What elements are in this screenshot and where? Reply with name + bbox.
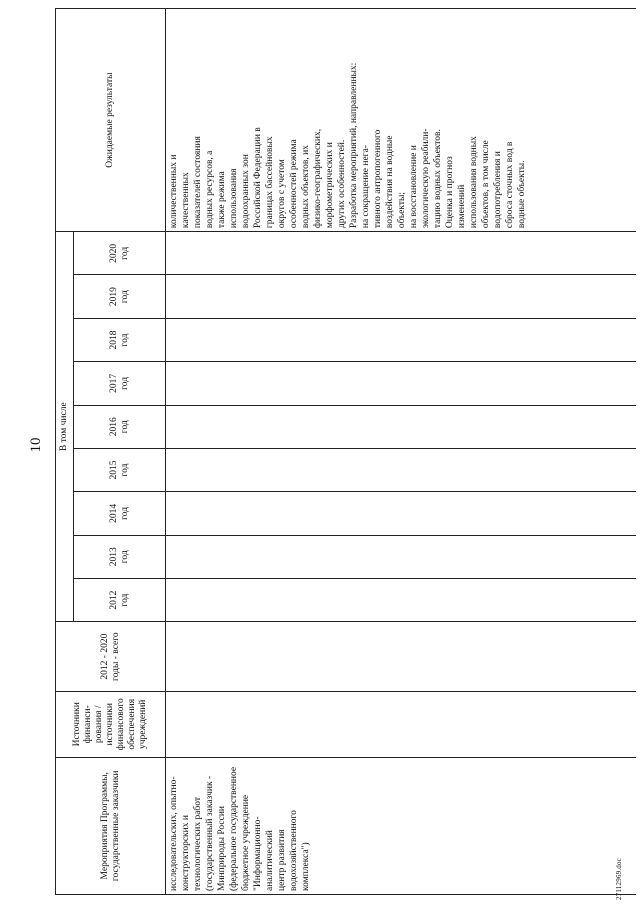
sources-cell (166, 692, 636, 758)
year-cell-2016 (166, 405, 636, 448)
results-line: Российской Федерации в (253, 127, 263, 229)
header-year-2014: 2014 год (74, 492, 166, 535)
measures-line: (федеральное государственное (229, 766, 239, 891)
results-line: водных ресурсов, а (205, 150, 215, 229)
measures-line: водохозяйственного комплекса") (289, 810, 311, 891)
document-filename: 27112969.doc (615, 858, 623, 900)
program-measures-table (55, 8, 636, 895)
results-line: качественных (181, 172, 191, 229)
results-line: морфометрических и (325, 142, 335, 229)
measures-line: Минприроды России (217, 806, 227, 891)
year-cell-2012 (166, 578, 636, 621)
results-line: границах бассейновых (265, 136, 275, 229)
header-year-2017: 2017 год (74, 362, 166, 405)
header-including: В том числе (56, 232, 74, 622)
measures-line: "Информационно-аналитический (253, 816, 275, 891)
results-line: показателей состояния (193, 136, 203, 229)
results-line: использования водных (469, 136, 479, 229)
table-row (166, 9, 636, 895)
results-line: физико-географических, (313, 128, 323, 229)
results-line: водные объекты. (517, 160, 527, 229)
results-line: Разработка мероприятий, направленных: (349, 62, 359, 229)
measures-line: бюджетное учреждение (241, 794, 251, 891)
measures-line: исследовательских, опытно- (169, 776, 179, 891)
year-cell-2015 (166, 448, 636, 491)
results-line: экологическую реабили- (421, 128, 431, 229)
results-line: объектов, в том числе (481, 140, 491, 229)
results-line: водопотребления и (493, 151, 503, 229)
results-line: других особенностей. (337, 139, 347, 229)
header-results: Ожидаемые результаты (56, 9, 166, 232)
results-line: тацию водных объектов. (433, 129, 443, 229)
header-measures: Мероприятия Программы, государственные заказчики (56, 757, 166, 894)
total-cell (166, 622, 636, 692)
header-year-2015: 2015 год (74, 448, 166, 491)
year-cell-2017 (166, 362, 636, 405)
year-cell-2014 (166, 492, 636, 535)
header-year-2012: 2012 год (74, 578, 166, 621)
results-line: на восстановление и (409, 145, 419, 229)
results-cell (166, 9, 636, 232)
header-year-2018: 2018 год (74, 318, 166, 361)
results-line: количественных и (169, 154, 179, 229)
header-year-2019: 2019 год (74, 275, 166, 318)
measures-line: центр развития (277, 829, 287, 891)
header-year-2013: 2013 год (74, 535, 166, 578)
page-number: 10 (28, 437, 44, 453)
year-cell-2020 (166, 232, 636, 275)
results-line: на сокращение нега- (361, 145, 371, 229)
results-line: Оценка и прогноз (445, 156, 455, 229)
measures-line: технологических работ (193, 796, 203, 891)
measures-line: конструкторских и (181, 815, 191, 891)
year-cell-2019 (166, 275, 636, 318)
measures-cell (166, 757, 636, 894)
header-year-2020: 2020 год (74, 232, 166, 275)
results-line: особенностей режима (289, 139, 299, 229)
header-year-2016: 2016 год (74, 405, 166, 448)
results-line: использования (229, 168, 239, 229)
header-total: 2012 - 2020 годы - всего (56, 622, 166, 692)
measures-line: (государственный заказчик - (205, 775, 215, 891)
results-line: округов с учетом (277, 159, 287, 229)
header-sources: Источники финанси-рования / источники финансового обеспечения учреждений (56, 692, 166, 758)
results-line: объекты; (397, 192, 407, 229)
year-cell-2018 (166, 318, 636, 361)
results-line: тивного антропогенного (373, 129, 383, 229)
results-line: водоохранных зон (241, 154, 251, 229)
results-line: водных объектов, их (301, 145, 311, 229)
results-line: сброса сточных вод в (505, 141, 515, 229)
results-line: также режима (217, 171, 227, 229)
year-cell-2013 (166, 535, 636, 578)
results-line: изменений (457, 184, 467, 229)
results-line: воздействия на водные (385, 135, 395, 229)
